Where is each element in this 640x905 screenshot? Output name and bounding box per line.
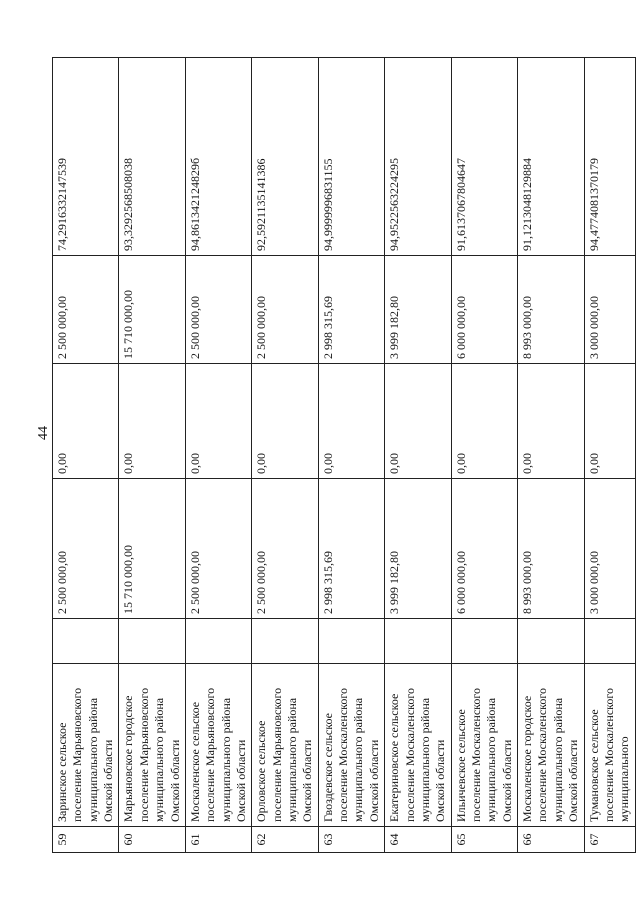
amount-cell: 15 710 000,00 bbox=[119, 256, 185, 364]
amount-cell: 0,00 bbox=[451, 364, 517, 479]
amount-cell: 0,00 bbox=[385, 364, 451, 479]
amount-cell: 2 500 000,00 bbox=[252, 479, 318, 619]
municipality-name-cell: Марьяновское городское поселение Марьяновского муниципального района Омской области bbox=[119, 664, 185, 827]
coefficient-cell: 94,9522563224295 bbox=[385, 58, 451, 256]
table-row bbox=[451, 58, 517, 853]
amount-cell: 3 999 182,80 bbox=[385, 479, 451, 619]
amount-cell: 0,00 bbox=[185, 364, 251, 479]
row-number-cell: 66 bbox=[518, 827, 584, 853]
rotated-table-area bbox=[52, 58, 632, 853]
empty-cell bbox=[185, 619, 251, 664]
municipality-name-cell: Москаленское сельское поселение Марьяновского муниципального района Омской области bbox=[185, 664, 251, 827]
empty-cell bbox=[584, 619, 635, 664]
coefficient-cell: 91,1213048129884 bbox=[518, 58, 584, 256]
amount-cell: 2 998 315,69 bbox=[318, 256, 384, 364]
municipality-name-cell: Заринское сельское поселение Марьяновского муниципального района Омской области bbox=[53, 664, 119, 827]
table-row bbox=[119, 58, 185, 853]
amount-cell: 6 000 000,00 bbox=[451, 256, 517, 364]
amount-cell: 2 500 000,00 bbox=[185, 256, 251, 364]
row-number-cell: 60 bbox=[119, 827, 185, 853]
coefficient-cell: 93,3292568508038 bbox=[119, 58, 185, 256]
amount-cell: 0,00 bbox=[119, 364, 185, 479]
coefficient-cell: 92,5921135141386 bbox=[252, 58, 318, 256]
allocation-table bbox=[52, 57, 636, 853]
row-number-cell: 61 bbox=[185, 827, 251, 853]
table-body bbox=[53, 58, 636, 853]
amount-cell: 8 993 000,00 bbox=[518, 256, 584, 364]
municipality-name-cell: Ильичевское сельское поселение Москаленского муниципального района Омской области bbox=[451, 664, 517, 827]
coefficient-cell: 74,2916332147539 bbox=[53, 58, 119, 256]
amount-cell: 0,00 bbox=[252, 364, 318, 479]
empty-cell bbox=[518, 619, 584, 664]
page-number: 44 bbox=[36, 426, 51, 440]
table-row bbox=[518, 58, 584, 853]
amount-cell: 2 500 000,00 bbox=[252, 256, 318, 364]
table-row bbox=[385, 58, 451, 853]
municipality-name-cell: Орловское сельское поселение Марьяновского муниципального района Омской области bbox=[252, 664, 318, 827]
empty-cell bbox=[252, 619, 318, 664]
empty-cell bbox=[53, 619, 119, 664]
empty-cell bbox=[451, 619, 517, 664]
amount-cell: 3 000 000,00 bbox=[584, 256, 635, 364]
row-number-cell: 65 bbox=[451, 827, 517, 853]
table-row bbox=[185, 58, 251, 853]
row-number-cell: 59 bbox=[53, 827, 119, 853]
municipality-name-cell: Екатериновское сельское поселение Москаленского муниципального района Омской области bbox=[385, 664, 451, 827]
coefficient-cell: 94,861342124829б bbox=[185, 58, 251, 256]
municipality-name-cell: Гвоздевское сельское поселение Москаленского муниципального района Омской области bbox=[318, 664, 384, 827]
coefficient-cell: 94,9999996831155 bbox=[318, 58, 384, 256]
coefficient-cell: 91,6137067804647 bbox=[451, 58, 517, 256]
row-number-cell: 63 bbox=[318, 827, 384, 853]
amount-cell: 6 000 000,00 bbox=[451, 479, 517, 619]
amount-cell: 15 710 000,00 bbox=[119, 479, 185, 619]
amount-cell: 2 500 000,00 bbox=[53, 479, 119, 619]
empty-cell bbox=[318, 619, 384, 664]
amount-cell: 3 000 000,00 bbox=[584, 479, 635, 619]
municipality-name-cell: Москаленское городское поселение Москаленского муниципального района Омской области bbox=[518, 664, 584, 827]
table-row bbox=[53, 58, 119, 853]
coefficient-cell: 94,4774081370179 bbox=[584, 58, 635, 256]
amount-cell: 2 998 315,69 bbox=[318, 479, 384, 619]
row-number-cell: 67 bbox=[584, 827, 635, 853]
amount-cell: 2 500 000,00 bbox=[185, 479, 251, 619]
amount-cell: 3 999 182,80 bbox=[385, 256, 451, 364]
table-row bbox=[252, 58, 318, 853]
amount-cell: 8 993 000,00 bbox=[518, 479, 584, 619]
amount-cell: 0,00 bbox=[518, 364, 584, 479]
municipality-name-cell: Тумановское сельское поселение Москаленского муниципального bbox=[584, 664, 635, 827]
amount-cell: 2 500 000,00 bbox=[53, 256, 119, 364]
row-number-cell: 62 bbox=[252, 827, 318, 853]
empty-cell bbox=[119, 619, 185, 664]
amount-cell: 0,00 bbox=[53, 364, 119, 479]
empty-cell bbox=[385, 619, 451, 664]
amount-cell: 0,00 bbox=[584, 364, 635, 479]
amount-cell: 0,00 bbox=[318, 364, 384, 479]
row-number-cell: 64 bbox=[385, 827, 451, 853]
table-row bbox=[584, 58, 635, 853]
table-row bbox=[318, 58, 384, 853]
